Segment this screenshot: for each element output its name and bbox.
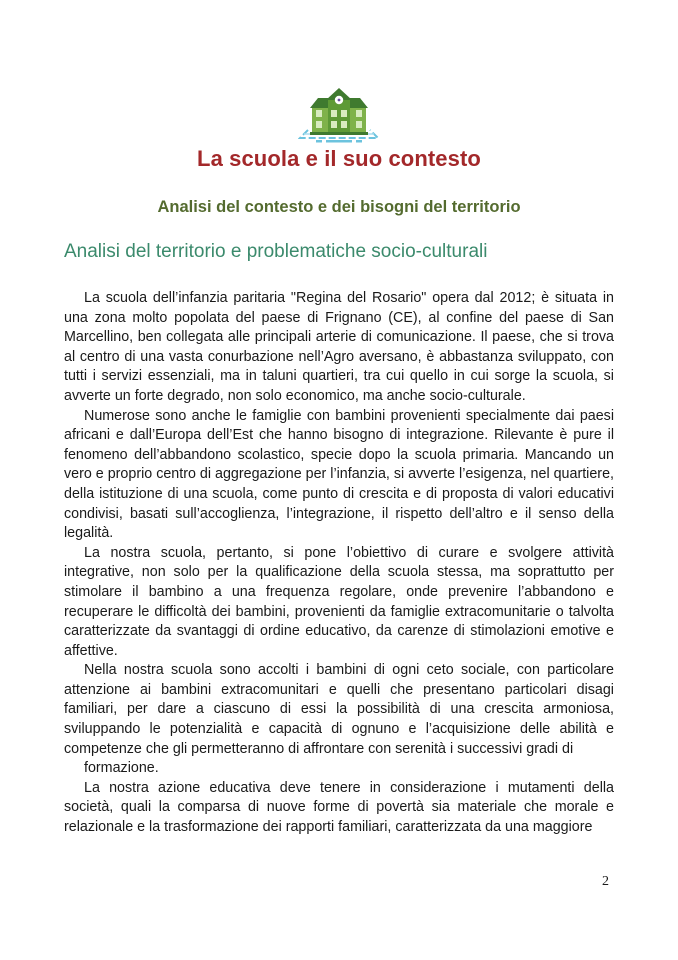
- section-heading: Analisi del territorio e problematiche socio-culturali: [64, 241, 488, 262]
- page-number: 2: [602, 874, 609, 889]
- paragraph: La nostra scuola, pertanto, si pone l’obiettivo di curare e svolgere attività integrative, non solo per la qualificazione della scuola stessa, ma soprattutto per stimolare il bambino a una frequenza regolare, onde prevenire l’abbandono e recuperare le difficoltà dei bambini, provenienti da famiglie extracomunitarie o talvolta caratterizzate da svantaggi di ordine educativo, da carenze di stimolazioni emotive e affettive.: [64, 544, 614, 659]
- page-subtitle: Analisi del contesto e dei bisogni del territorio: [157, 198, 521, 216]
- paragraph: Numerose sono anche le famiglie con bambini provenienti specialmente dai paesi africani e dall’Europa dell’Est che hanno bisogno di integrazione. Rilevante è pure il fenomeno dell’abbandono scolastico, specie dopo la scuola primaria. Mancando un vero e proprio centro di aggregazione per l’infanzia, si avverte l’esigenza, nel quartiere, della istituzione di una scuola, come punto di crescita e di proposta di valori educativi condivisi, basati sull’accoglienza, l’integrazione, il rispetto dell’altro e il senso della legalità.: [64, 407, 614, 542]
- page-title: La scuola e il suo contesto: [197, 146, 481, 171]
- paragraph: La scuola dell’infanzia paritaria "Regina del Rosario" opera dal 2012; è situata in una zona molto popolata del paese di Frignano (CE), al confine del paese di San Marcellino, ben collegata alle principali arterie di comunicazione. Il paese, che si trova al centro di una vasta conurbazione nell’Agro aversano, è abbastanza sviluppato, con tutti i servizi essenziali, ma in taluni quartieri, tra cui quello in cui sorge la scuola, si avverte un forte degrado, non solo economico, ma anche socio-culturale.: [64, 290, 614, 404]
- paragraph: Nella nostra scuola sono accolti i bambini di ogni ceto sociale, con particolare attenzione ai bambini extracomunitari e quelli che presentano particolari disagi familiari, per dare a ciascuno di essi la possibilità di una crescita armoniosa, sviluppando le potenzialità e capacità di ognuno e l’acquisizione delle abilità e competenze che gli permetteranno di affrontare con serenità i successivi gradi di: [64, 662, 614, 757]
- body-text: [64, 289, 614, 838]
- paragraph-continuation: formazione.: [84, 760, 159, 777]
- paragraph: La nostra azione educativa deve tenere in considerazione i mutamenti della società, quali la comparsa di nuove forme di povertà sia materiale che morale e relazionale e la trasformazione dei rapporti familiari, caratterizzata da una maggiore: [64, 779, 614, 836]
- school-building-icon: [298, 86, 380, 144]
